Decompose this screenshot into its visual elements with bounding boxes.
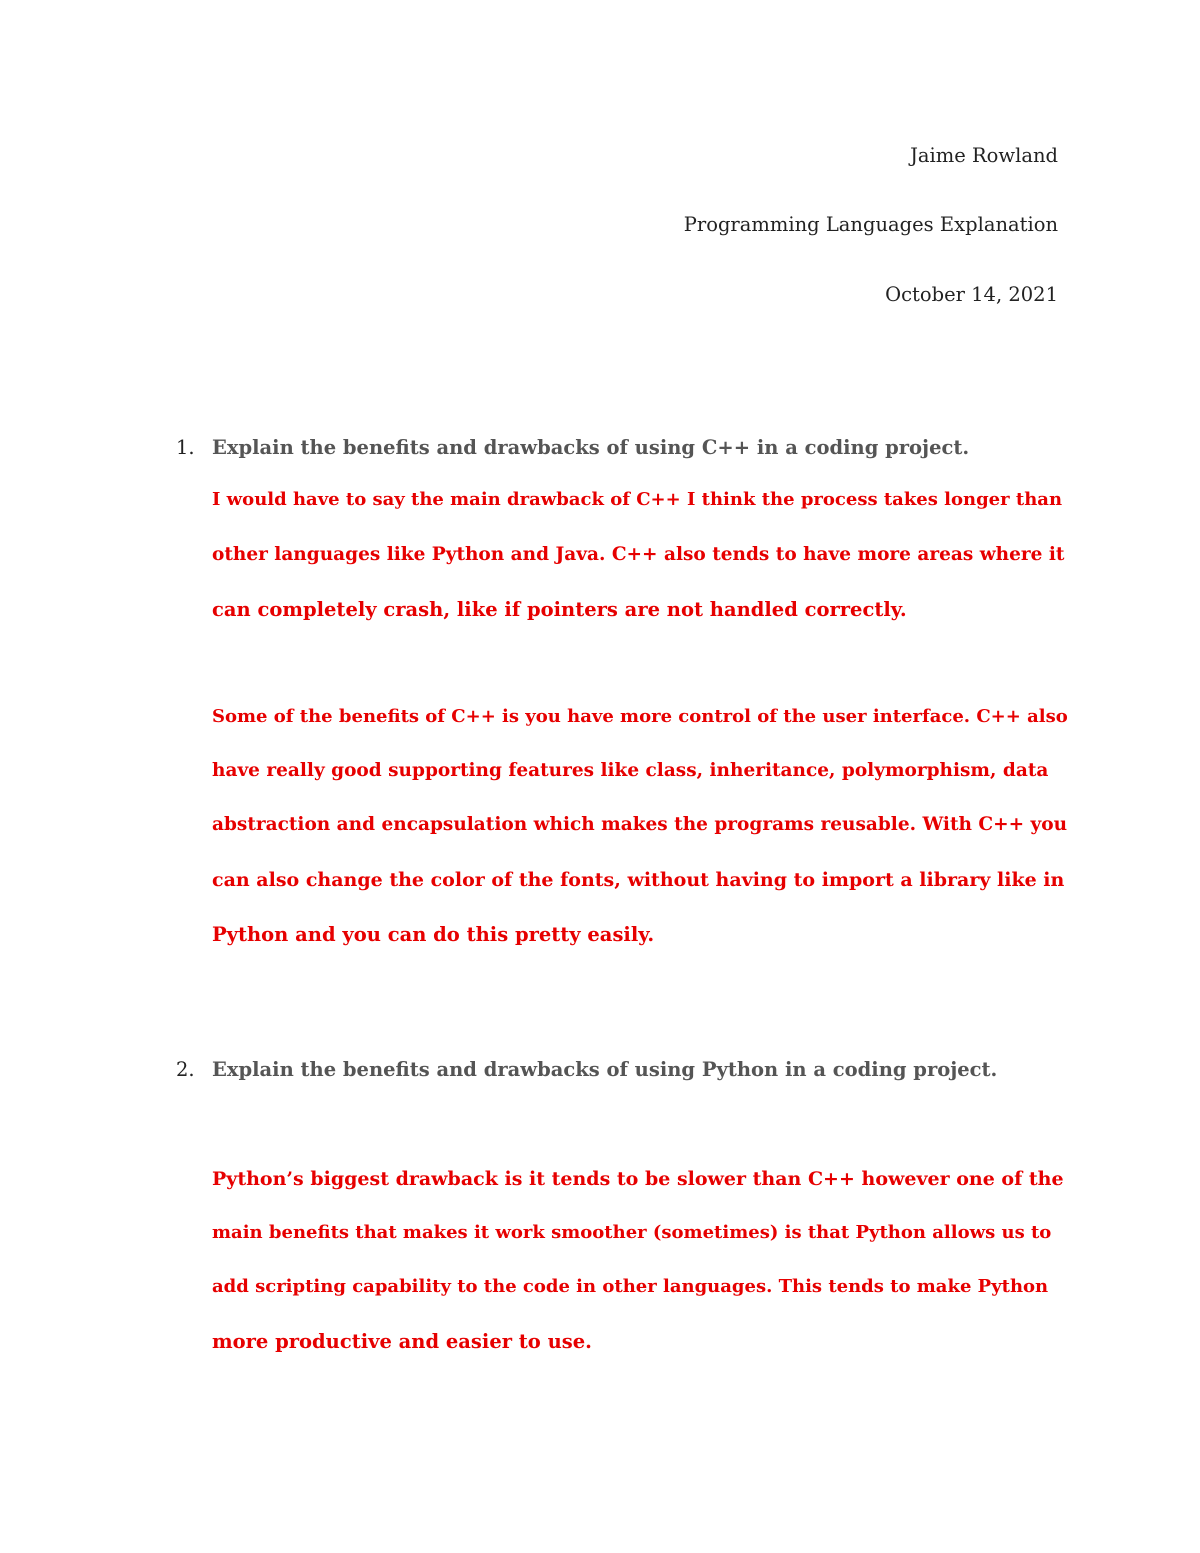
answer-1-line: other languages like Python and Java. C++ also tends to have more areas where it	[212, 544, 1065, 565]
answer-1-line: Some of the benefits of C++ is you have more control of the user interface. C++ also	[212, 706, 1068, 727]
document-title: Programming Languages Explanation	[683, 213, 1058, 236]
answer-2-line: main benefits that makes it work smoother (sometimes) is that Python allows us to	[212, 1222, 1052, 1243]
question-1	[176, 436, 969, 459]
author-name: Jaime Rowland	[910, 144, 1058, 167]
document-date: October 14, 2021	[885, 283, 1058, 306]
question-1-text: Explain the benefits and drawbacks of using C++ in a coding project.	[212, 436, 970, 459]
answer-1-line: I would have to say the main drawback of C++ I think the process takes longer than	[212, 489, 1063, 510]
question-2	[176, 1058, 997, 1081]
answer-2-line: add scripting capability to the code in other languages. This tends to make Python	[212, 1276, 1049, 1297]
answer-1-line: abstraction and encapsulation which makes the programs reusable. With C++ you	[212, 814, 1068, 835]
answer-2-line: more productive and easier to use.	[212, 1330, 592, 1353]
question-1-number: 1.	[176, 436, 195, 459]
question-2-number: 2.	[176, 1058, 195, 1081]
answer-1-line: can completely crash, like if pointers are not handled correctly.	[212, 598, 907, 621]
answer-1-line: can also change the color of the fonts, without having to import a library like in	[212, 869, 1065, 891]
question-2-text: Explain the benefits and drawbacks of using Python in a coding project.	[212, 1058, 998, 1081]
answer-1-line: have really good supporting features like class, inheritance, polymorphism, data	[212, 760, 1049, 781]
answer-1-line: Python and you can do this pretty easily.	[212, 923, 655, 946]
answer-2-line: Python’s biggest drawback is it tends to be slower than C++ however one of the	[212, 1168, 1064, 1190]
